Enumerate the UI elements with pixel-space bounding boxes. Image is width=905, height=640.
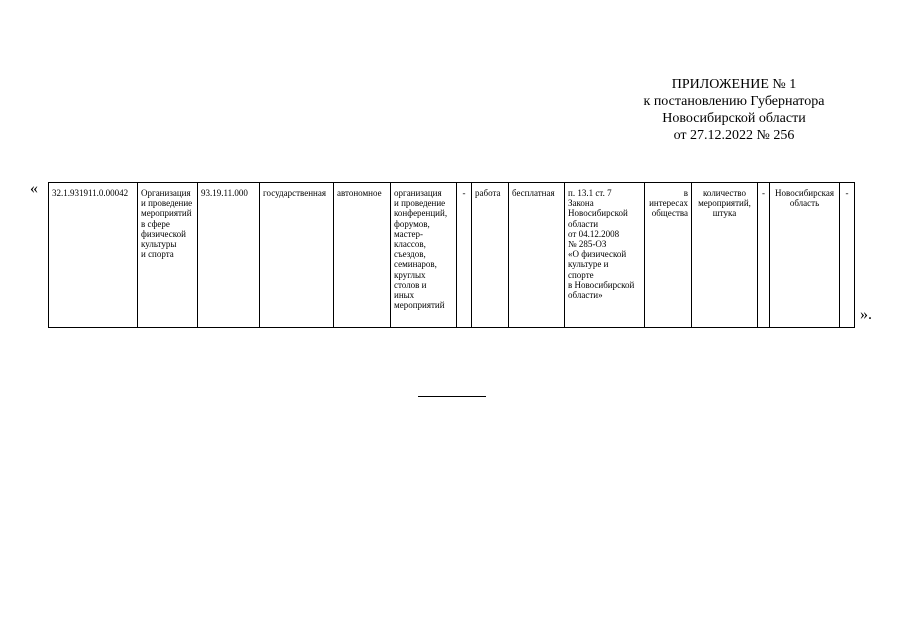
signature-divider	[418, 396, 486, 397]
payment-cell: бесплатная	[509, 183, 565, 328]
institution-type-cell: государственная	[260, 183, 334, 328]
okved-code-cell: 93.19.11.000	[198, 183, 260, 328]
table-row	[49, 183, 855, 328]
registry-number-cell: 32.1.931911.0.00042	[49, 183, 138, 328]
region-cell: Новосибирская область	[770, 183, 840, 328]
consumers-cell: в интересах общества	[645, 183, 692, 328]
registry-table	[48, 182, 855, 328]
institution-kind-cell: автономное	[334, 183, 391, 328]
dash-cell-15: -	[840, 183, 855, 328]
appendix-date-number: от 27.12.2022 № 256	[673, 128, 795, 143]
content-cell: организация и проведение конференций, форумов, мастер- классов, съездов, семинаров, круглых столов и иных мероприятий	[391, 183, 457, 328]
closing-quote: ».	[860, 306, 872, 323]
appendix-region: Новосибирской области	[662, 111, 806, 126]
indicator-cell: количество мероприятий, штука	[692, 183, 758, 328]
appendix-subtitle: к постановлению Губернатора	[643, 94, 825, 109]
category-cell: работа	[472, 183, 509, 328]
opening-quote: «	[30, 180, 38, 197]
appendix-title: ПРИЛОЖЕНИЕ № 1	[671, 77, 797, 92]
appendix-header	[600, 76, 868, 144]
service-name-cell: Организация и проведение мероприятий в сфере физической культуры и спорта	[138, 183, 198, 328]
dash-cell-7: -	[457, 183, 472, 328]
legal-basis-cell: п. 13.1 ст. 7 Закона Новосибирской области от 04.12.2008 № 285-ОЗ «О физической культуре и спорте в Новосибирской области»	[565, 183, 645, 328]
dash-cell-13: -	[758, 183, 770, 328]
